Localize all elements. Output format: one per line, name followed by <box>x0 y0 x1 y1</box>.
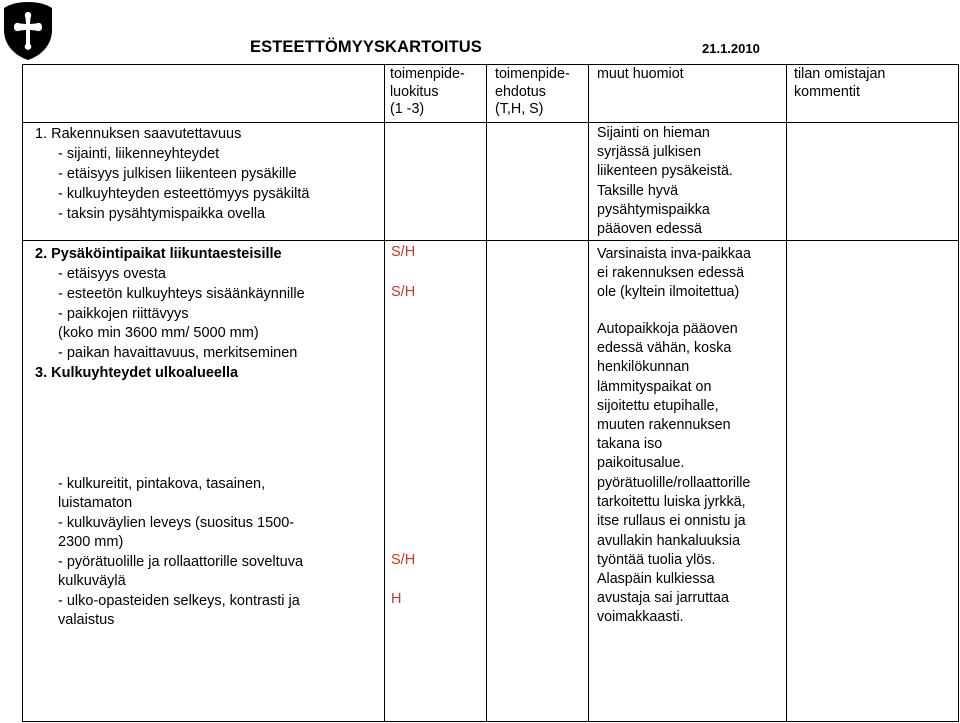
column-header-owner-comment: tilan omistajan kommentit <box>794 66 886 100</box>
section1-title: 1. Rakennuksen saavutettavuus <box>35 126 242 142</box>
column-divider-4 <box>588 64 589 722</box>
section3-signage-rating: H <box>391 591 402 607</box>
cross-emblem-icon <box>0 0 56 62</box>
column-divider-5 <box>786 64 787 722</box>
column-header-other-notes: muut huomiot <box>597 66 684 82</box>
column-divider-3 <box>486 64 487 722</box>
column-header-classification: toimenpide- luokitus (1 -3) <box>390 66 465 117</box>
row-separator-1 <box>22 240 959 241</box>
section2-item: - esteetön kulkuyhteys sisäänkäynnille <box>58 286 305 302</box>
section2-item: (koko min 3600 mm/ 5000 mm) <box>58 325 259 341</box>
section3-wheelchair-rating: S/H <box>391 552 416 568</box>
section1-item: - sijainti, liikenneyhteydet <box>58 146 220 162</box>
section3-item: - kulkuväylien leveys (suositus 1500- <box>58 515 295 531</box>
section1-item: - etäisyys julkisen liikenteen pysäkille <box>58 166 297 182</box>
section3-item: - pyörätuolille ja rollaattorille soveltuva <box>58 554 304 570</box>
column-divider-left <box>22 64 23 722</box>
section3-item: luistamaton <box>58 495 133 511</box>
section1-item: - kulkuyhteyden esteettömyys pysäkiltä <box>58 186 310 202</box>
section3-item: valaistus <box>58 612 115 628</box>
church-cross-logo <box>0 0 56 62</box>
header-separator <box>22 122 959 123</box>
document-title: ESTEETTÖMYYSKARTOITUS <box>250 38 482 56</box>
column-header-proposal: toimenpide- ehdotus (T,H, S) <box>495 66 570 117</box>
section3-item: - kulkureitit, pintakova, tasainen, <box>58 476 266 492</box>
section3-note: pyörätuolille/rollaattorille tarkoitettu luiska jyrkkä, itse rullaus ei onnistu ja avullakin hankaluuksia työntää tuolia ylös. Alaspäin kulkiessa avustaja sai jarruttaa voimakkaasti. <box>597 475 751 626</box>
section2-item: - paikkojen riittävyys <box>58 306 189 322</box>
table-top-border <box>22 64 959 65</box>
section2-title: 2. Pysäköintipaikat liikuntaesteisille <box>35 246 282 262</box>
column-divider-right <box>958 64 959 722</box>
section1-note: Sijainti on hieman syrjässä julkisen liikenteen pysäkeistä. Taksille hyvä pysähtymispaikka pääoven edessä <box>597 125 733 238</box>
section2-item-rating: S/H <box>391 284 416 300</box>
section1-item: - taksin pysähtymispaikka ovella <box>58 206 266 222</box>
section2-item: - paikan havaittavuus, merkitseminen <box>58 345 298 361</box>
section3-item: kulkuväylä <box>58 573 126 589</box>
section3-title: 3. Kulkuyhteydet ulkoalueella <box>35 365 239 381</box>
document-date: 21.1.2010 <box>702 41 760 56</box>
section2-title-rating: S/H <box>391 244 416 260</box>
section3-item: - ulko-opasteiden selkeys, kontrasti ja <box>58 593 300 609</box>
section2-note-car-spaces: Autopaikkoja pääoven edessä vähän, koska henkilökunnan lämmityspaikat on sijoitettu etupihalle, muuten rakennuksen takana iso paikoitusalue. <box>597 321 738 472</box>
section2-item: - etäisyys ovesta <box>58 266 166 282</box>
section2-note-parking: Varsinaista inva-paikkaa ei rakennuksen edessä ole (kyltein ilmoitettua) <box>597 246 751 301</box>
section3-item: 2300 mm) <box>58 534 124 550</box>
table-bottom-border <box>22 721 959 722</box>
column-divider-2 <box>384 64 385 722</box>
